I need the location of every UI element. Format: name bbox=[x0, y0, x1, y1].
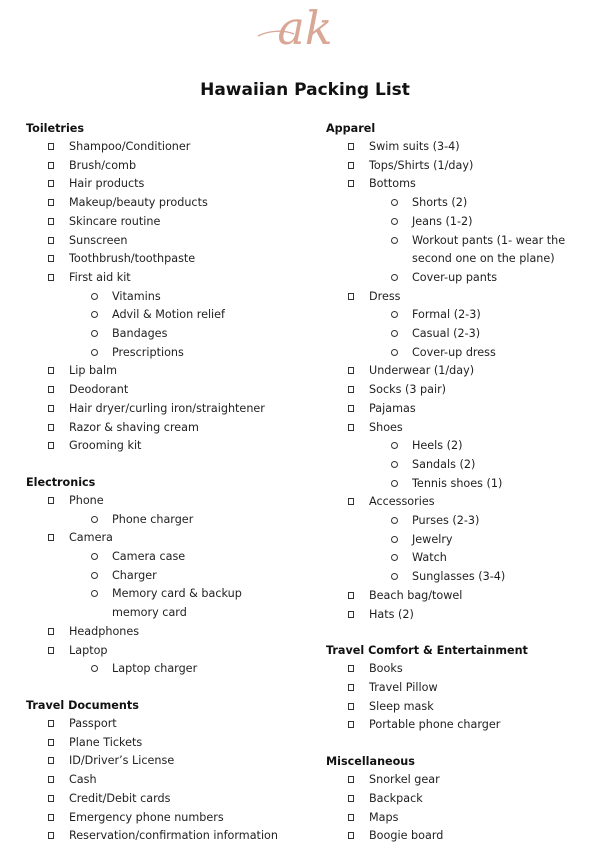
circle-bullet-icon bbox=[391, 573, 398, 580]
circle-bullet-icon bbox=[91, 311, 98, 318]
sub-item: Jeans (1-2) bbox=[326, 213, 606, 232]
circle-bullet-icon bbox=[391, 237, 398, 244]
section-heading-toiletries: Toiletries bbox=[26, 122, 85, 135]
sub-item-continuation: memory card bbox=[112, 606, 187, 620]
section-toiletries bbox=[26, 120, 316, 456]
circle-bullet-icon bbox=[91, 330, 98, 337]
checklist-item[interactable]: Headphones bbox=[26, 623, 316, 642]
sub-item: Jewelry bbox=[326, 531, 606, 550]
checkbox-icon[interactable] bbox=[348, 143, 354, 150]
checkbox-icon[interactable] bbox=[48, 367, 54, 374]
checkbox-icon[interactable] bbox=[348, 795, 354, 802]
checklist-item[interactable]: Cash bbox=[26, 771, 316, 790]
circle-bullet-icon bbox=[91, 349, 98, 356]
checkbox-icon[interactable] bbox=[348, 611, 354, 618]
checklist-item[interactable]: Toothbrush/toothpaste bbox=[26, 250, 316, 269]
checklist-item[interactable]: Brush/comb bbox=[26, 157, 316, 176]
checkbox-icon[interactable] bbox=[48, 832, 54, 839]
sub-item: Workout pants (1- wear the bbox=[326, 232, 606, 251]
checklist-item[interactable]: Pajamas bbox=[326, 400, 606, 419]
sub-item: Memory card & backup bbox=[26, 585, 316, 604]
checklist-item[interactable]: Sleep mask bbox=[326, 698, 606, 717]
checkbox-icon[interactable] bbox=[348, 498, 354, 505]
checkbox-icon[interactable] bbox=[48, 180, 54, 187]
checklist-item[interactable]: Sunscreen bbox=[26, 232, 316, 251]
sub-item: Sunglasses (3-4) bbox=[326, 568, 606, 587]
checkbox-icon[interactable] bbox=[348, 162, 354, 169]
checklist-item[interactable]: Hair dryer/curling iron/straightener bbox=[26, 400, 316, 419]
sub-item: Sandals (2) bbox=[326, 456, 606, 475]
checklist-item[interactable]: Hats (2) bbox=[326, 606, 606, 625]
sub-item: Charger bbox=[26, 567, 316, 586]
sub-item: Tennis shoes (1) bbox=[326, 475, 606, 494]
circle-bullet-icon bbox=[391, 554, 398, 561]
checklist-item[interactable]: Swim suits (3-4) bbox=[326, 138, 606, 157]
checkbox-icon[interactable] bbox=[48, 274, 54, 281]
sub-item: Casual (2-3) bbox=[326, 325, 606, 344]
checklist-item[interactable]: Bottoms bbox=[326, 175, 606, 194]
sub-item: Advil & Motion relief bbox=[26, 306, 316, 325]
checkbox-icon[interactable] bbox=[48, 757, 54, 764]
checkbox-icon[interactable] bbox=[348, 424, 354, 431]
checklist-item[interactable]: Backpack bbox=[326, 790, 606, 809]
section-heading-electronics: Electronics bbox=[26, 475, 96, 489]
checkbox-icon[interactable] bbox=[348, 832, 354, 839]
checkbox-icon[interactable] bbox=[48, 386, 54, 393]
checkbox-icon[interactable] bbox=[348, 665, 354, 672]
circle-bullet-icon bbox=[91, 516, 98, 523]
checkbox-icon[interactable] bbox=[48, 143, 54, 150]
checklist-item[interactable]: Credit/Debit cards bbox=[26, 790, 316, 809]
left-column bbox=[26, 120, 316, 846]
sub-item: Heels (2) bbox=[326, 437, 606, 456]
checkbox-icon[interactable] bbox=[348, 386, 354, 393]
svg-text:ak: ak bbox=[277, 1, 333, 55]
sub-item: Phone charger bbox=[26, 511, 316, 530]
checklist-item[interactable]: ID/Driver’s License bbox=[26, 752, 316, 771]
circle-bullet-icon bbox=[391, 349, 398, 356]
checkbox-icon[interactable] bbox=[48, 628, 54, 635]
sub-item: Shorts (2) bbox=[326, 194, 606, 213]
checklist-item[interactable]: Hair products bbox=[26, 175, 316, 194]
checklist-item[interactable]: Shoes bbox=[326, 419, 606, 438]
checkbox-icon[interactable] bbox=[48, 162, 54, 169]
sub-item: Watch bbox=[326, 549, 606, 568]
checkbox-icon[interactable] bbox=[48, 199, 54, 206]
circle-bullet-icon bbox=[391, 461, 398, 468]
checklist-item[interactable]: Deodorant bbox=[26, 381, 316, 400]
circle-bullet-icon bbox=[391, 218, 398, 225]
checklist-item[interactable]: Books bbox=[326, 660, 606, 679]
checkbox-icon[interactable] bbox=[348, 703, 354, 710]
checklist-item[interactable]: Skincare routine bbox=[26, 213, 316, 232]
circle-bullet-icon bbox=[391, 330, 398, 337]
checklist-item[interactable]: Lip balm bbox=[26, 362, 316, 381]
circle-bullet-icon bbox=[91, 590, 98, 597]
page-title: Hawaiian Packing List bbox=[200, 80, 410, 100]
checkbox-icon[interactable] bbox=[48, 739, 54, 746]
checklist-item[interactable]: Accessories bbox=[326, 493, 606, 512]
sub-item: Purses (2-3) bbox=[326, 512, 606, 531]
circle-bullet-icon bbox=[391, 442, 398, 449]
checklist-item[interactable]: Portable phone charger bbox=[326, 716, 606, 735]
checkbox-icon[interactable] bbox=[48, 534, 54, 541]
checkbox-icon[interactable] bbox=[348, 814, 354, 821]
checklist-item[interactable]: Dress bbox=[326, 288, 606, 307]
checklist-item[interactable]: Snorkel gear bbox=[326, 771, 606, 790]
section-apparel bbox=[326, 120, 606, 624]
sub-item: Laptop charger bbox=[26, 660, 316, 679]
checkbox-icon[interactable] bbox=[48, 814, 54, 821]
checklist-item[interactable]: Plane Tickets bbox=[26, 734, 316, 753]
checklist-item[interactable]: Beach bag/towel bbox=[326, 587, 606, 606]
checkbox-icon[interactable] bbox=[48, 647, 54, 654]
checklist-item[interactable]: Tops/Shirts (1/day) bbox=[326, 157, 606, 176]
sub-item: Camera case bbox=[26, 548, 316, 567]
circle-bullet-icon bbox=[391, 480, 398, 487]
checklist-item[interactable]: Maps bbox=[326, 809, 606, 828]
right-column bbox=[326, 120, 606, 846]
checkbox-icon[interactable] bbox=[348, 367, 354, 374]
section-heading-travel-comfort: Travel Comfort & Entertainment bbox=[326, 644, 528, 658]
section-electronics bbox=[26, 474, 316, 679]
section-heading-apparel: Apparel bbox=[326, 122, 376, 135]
checkbox-icon[interactable] bbox=[348, 293, 354, 300]
section-travel-comfort bbox=[326, 642, 606, 735]
circle-bullet-icon bbox=[391, 199, 398, 206]
checklist-item[interactable]: Phone bbox=[26, 492, 316, 511]
sub-item: Prescriptions bbox=[26, 344, 316, 363]
ak-logo bbox=[250, 0, 360, 62]
checkbox-icon[interactable] bbox=[48, 405, 54, 412]
checklist-item[interactable]: Reservation/confirmation information bbox=[26, 827, 316, 846]
checklist-item[interactable]: Laptop bbox=[26, 642, 316, 661]
circle-bullet-icon bbox=[91, 293, 98, 300]
checkbox-icon[interactable] bbox=[48, 497, 54, 504]
section-travel-documents bbox=[26, 697, 316, 846]
circle-bullet-icon bbox=[391, 274, 398, 281]
checkbox-icon[interactable] bbox=[348, 776, 354, 783]
checkbox-icon[interactable] bbox=[48, 424, 54, 431]
circle-bullet-icon bbox=[391, 517, 398, 524]
checkbox-icon[interactable] bbox=[48, 218, 54, 225]
checklist-item[interactable]: Passport bbox=[26, 715, 316, 734]
checklist-item[interactable]: Travel Pillow bbox=[326, 679, 606, 698]
checklist-item[interactable]: Boogie board bbox=[326, 827, 606, 846]
circle-bullet-icon bbox=[91, 665, 98, 672]
checklist-item[interactable]: Grooming kit bbox=[26, 437, 316, 456]
circle-bullet-icon bbox=[91, 572, 98, 579]
checkbox-icon[interactable] bbox=[348, 405, 354, 412]
checkbox-icon[interactable] bbox=[48, 720, 54, 727]
checkbox-icon[interactable] bbox=[348, 180, 354, 187]
section-miscellaneous bbox=[326, 753, 606, 846]
circle-bullet-icon bbox=[391, 536, 398, 543]
checklist-item[interactable]: Underwear (1/day) bbox=[326, 362, 606, 381]
section-heading-travel-documents: Travel Documents bbox=[26, 698, 139, 712]
checkbox-icon[interactable] bbox=[348, 684, 354, 691]
checklist-item[interactable]: Shampoo/Conditioner bbox=[26, 138, 316, 157]
checklist-item[interactable]: Razor & shaving cream bbox=[26, 419, 316, 438]
checkbox-icon[interactable] bbox=[348, 721, 354, 728]
checkbox-icon[interactable] bbox=[48, 442, 54, 449]
sub-item: Cover-up dress bbox=[326, 344, 606, 363]
sub-item: Cover-up pants bbox=[326, 269, 606, 288]
checklist-item[interactable]: Camera bbox=[26, 529, 316, 548]
circle-bullet-icon bbox=[91, 553, 98, 560]
sub-item: Vitamins bbox=[26, 288, 316, 307]
sub-item-continuation: second one on the plane) bbox=[412, 252, 555, 266]
checkbox-icon[interactable] bbox=[48, 237, 54, 244]
checkbox-icon[interactable] bbox=[48, 255, 54, 262]
sub-item: Bandages bbox=[26, 325, 316, 344]
circle-bullet-icon bbox=[391, 311, 398, 318]
checklist-item[interactable]: Makeup/beauty products bbox=[26, 194, 316, 213]
checklist-item[interactable]: First aid kit bbox=[26, 269, 316, 288]
sub-item: Formal (2-3) bbox=[326, 306, 606, 325]
checklist-item[interactable]: Socks (3 pair) bbox=[326, 381, 606, 400]
checkbox-icon[interactable] bbox=[48, 795, 54, 802]
section-heading-miscellaneous: Miscellaneous bbox=[326, 755, 415, 769]
checkbox-icon[interactable] bbox=[348, 592, 354, 599]
checklist-item[interactable]: Emergency phone numbers bbox=[26, 809, 316, 828]
checkbox-icon[interactable] bbox=[48, 776, 54, 783]
